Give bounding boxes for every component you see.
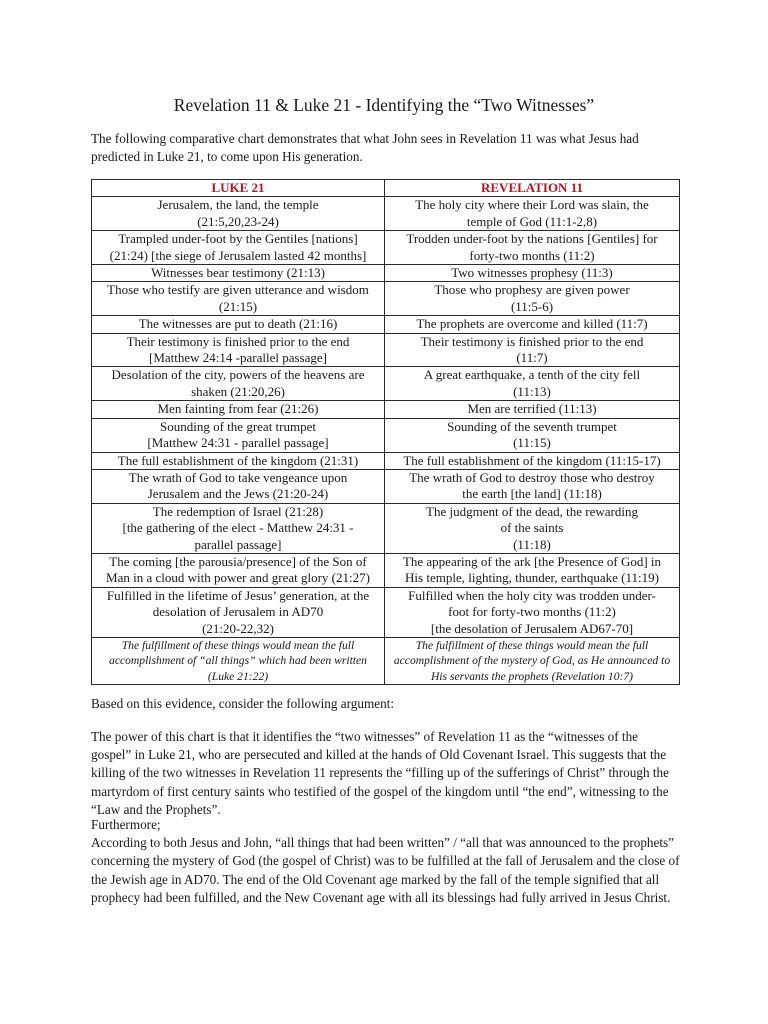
revelation-cell (385, 503, 680, 553)
conclusion-paragraph: According to both Jesus and John, “all things that had been written” / “all that was announced to the prophets” concerning the mystery of God (the gospel of Christ) was to be fulfilled at the fall of Jerusalem and the close of the Jewish age in AD70. The end of the Old Covenant age marked by the fall of the temple signified that all prophecy had been fulfilled, and the New Covenant age with all its blessings had fully arrived in Jesus Christ. (91, 835, 680, 905)
cell-text-line: Desolation of the city, powers of the heavens are (111, 367, 365, 383)
cell-text-line: Men are terrified (11:13) (467, 401, 597, 417)
table-row (92, 418, 680, 452)
table-row (92, 469, 680, 503)
cell-text-line: The judgment of the dead, the rewarding (426, 503, 638, 519)
table-body (92, 197, 680, 685)
cell-text-line: (21:5,20,23-24) (197, 213, 279, 229)
luke-cell (92, 231, 385, 265)
cell-text-line: (11:18) (513, 536, 551, 552)
cell-text-line: Sounding of the great trumpet (160, 418, 316, 434)
cell-text-line: The fulfillment of these things would mean the full (415, 638, 649, 652)
revelation-cell (385, 333, 680, 367)
cell-text-line: [the gathering of the elect - Matthew 24:31 - (122, 520, 354, 536)
cell-text-line: (21:15) (218, 298, 258, 314)
revelation-cell (385, 452, 680, 469)
table-row (92, 637, 680, 685)
cell-text-line: The witnesses are put to death (21:16) (138, 316, 338, 332)
cell-text-line: A great earthquake, a tenth of the city fell (423, 367, 641, 383)
cell-text-line: Men fainting from fear (21:26) (157, 401, 319, 417)
revelation-cell (385, 637, 680, 685)
cell-text-line: Sounding of the seventh trumpet (447, 418, 617, 434)
luke-cell (92, 282, 385, 316)
luke-cell (92, 469, 385, 503)
cell-text-line: Man in a cloud with power and great glory (21:27) (106, 570, 370, 586)
cell-text-line: The full establishment of the kingdom (21:31) (117, 452, 359, 468)
revelation-cell (385, 316, 680, 333)
table-row (92, 367, 680, 401)
cell-text-line: The wrath of God to take vengeance upon (128, 469, 348, 485)
table-row (92, 553, 680, 587)
cell-text-line: The coming [the parousia/presence] of the Son of (109, 553, 367, 569)
cell-text-line: The fulfillment of these things would mean the full (121, 638, 355, 652)
cell-text-line: (11:13) (513, 383, 551, 399)
luke-cell (92, 637, 385, 685)
cell-text-line: His temple, lighting, thunder, earthquake (11:19) (405, 570, 659, 586)
cell-text-line: His servants the prophets (Revelation 10:7) (430, 669, 634, 683)
cell-text-line: Jerusalem, the land, the temple (157, 197, 319, 213)
page-title: Revelation 11 & Luke 21 - Identifying the “Two Witnesses” (173, 95, 595, 115)
table-row (92, 197, 680, 231)
cell-text-line: [Matthew 24:14 -parallel passage] (149, 350, 327, 366)
cell-text-line: Trampled under-foot by the Gentiles [nations] (118, 231, 358, 247)
cell-text-line: Two witnesses prophesy (11:3) (451, 265, 613, 281)
table-row (92, 587, 680, 637)
cell-text-line: The holy city where their Lord was slain, the (415, 197, 649, 213)
cell-text-line: The prophets are overcome and killed (11:7) (416, 316, 648, 332)
revelation-cell (385, 553, 680, 587)
cell-text-line: The wrath of God to destroy those who destroy (409, 469, 655, 485)
cell-text-line: Fulfilled in the lifetime of Jesus’ generation, at the (106, 587, 370, 603)
cell-text-line: parallel passage] (194, 536, 282, 552)
cell-text-line: foot for forty-two months (11:2) (448, 604, 616, 620)
header-revelation-11: REVELATION 11 (385, 180, 680, 197)
cell-text-line: desolation of Jerusalem in AD70 (152, 604, 324, 620)
table-row (92, 333, 680, 367)
cell-text-line: (21:20-22,32) (202, 620, 274, 636)
cell-text-line: accomplishment of “all things” which had been written (109, 654, 367, 668)
table-row (92, 231, 680, 265)
revelation-cell (385, 469, 680, 503)
comparison-table (91, 179, 680, 685)
luke-cell (92, 367, 385, 401)
cell-text-line: (11:5-6) (510, 298, 554, 314)
table-row (92, 503, 680, 553)
revelation-cell (385, 367, 680, 401)
luke-cell (92, 333, 385, 367)
cell-text-line: the earth [the land] (11:18) (462, 486, 602, 502)
table-row (92, 401, 680, 418)
table-header-row (92, 180, 680, 197)
revelation-cell (385, 587, 680, 637)
revelation-cell (385, 282, 680, 316)
cell-text-line: Their testimony is finished prior to the end (420, 333, 644, 349)
table-row (92, 452, 680, 469)
cell-text-line: The redemption of Israel (21:28) (152, 503, 324, 519)
cell-text-line: The full establishment of the kingdom (11:15-17) (403, 452, 661, 468)
luke-cell (92, 553, 385, 587)
luke-cell (92, 503, 385, 553)
cell-text-line: temple of God (11:1-2,8) (466, 213, 598, 229)
cell-text-line: of the saints (500, 520, 564, 536)
luke-cell (92, 401, 385, 418)
cell-text-line: (21:24) [the siege of Jerusalem lasted 42 months] (109, 247, 367, 263)
cell-text-line: Those who testify are given utterance and wisdom (107, 282, 369, 298)
revelation-cell (385, 197, 680, 231)
luke-cell (92, 265, 385, 282)
cell-text-line: (11:15) (513, 435, 551, 451)
cell-text-line: [Matthew 24:31 - parallel passage] (147, 435, 329, 451)
cell-text-line: (11:7) (516, 350, 548, 366)
cell-text-line: (Luke 21:22) (207, 669, 269, 683)
cell-text-line: Their testimony is finished prior to the end (126, 333, 350, 349)
cell-text-line: Jerusalem and the Jews (21:20-24) (147, 486, 329, 502)
cell-text-line: Trodden under-foot by the nations [Gentiles] for (406, 231, 658, 247)
furthermore-label: Furthermore; (91, 817, 161, 832)
luke-cell (92, 587, 385, 637)
luke-cell (92, 418, 385, 452)
cell-text-line: [the desolation of Jerusalem AD67-70] (430, 620, 634, 636)
revelation-cell (385, 418, 680, 452)
revelation-cell (385, 265, 680, 282)
revelation-cell (385, 231, 680, 265)
cell-text-line: Those who prophesy are given power (434, 282, 630, 298)
header-luke-21: LUKE 21 (92, 180, 385, 197)
table-row (92, 282, 680, 316)
cell-text-line: The appearing of the ark [the Presence of God] in (402, 553, 662, 569)
argument-paragraph: The power of this chart is that it identifies the “two witnesses” of Revelation 11 as the “witnesses of the gospel” in Luke 21, who are persecuted and killed at the hands of Old Covenant Israel. This suggests that the killing of the two witnesses in Revelation 11 represents the “filling up of the sufferings of Christ” through the martyrdom of first century saints who testified of the gospel of the kingdom until “the end”, witnessing to the “Law and the Prophets”. (91, 729, 669, 817)
argument-intro-paragraph: Based on this evidence, consider the following argument: (91, 696, 394, 711)
cell-text-line: shaken (21:20,26) (191, 383, 285, 399)
luke-cell (92, 316, 385, 333)
cell-text-line: Witnesses bear testimony (21:13) (151, 265, 325, 281)
revelation-cell (385, 401, 680, 418)
table-row (92, 316, 680, 333)
cell-text-line: forty-two months (11:2) (469, 247, 595, 263)
intro-paragraph: The following comparative chart demonstrates that what John sees in Revelation 11 was what Jesus had predicted in Luke 21, to come upon His generation. (91, 131, 639, 164)
cell-text-line: Fulfilled when the holy city was trodden under- (408, 587, 656, 603)
table-row (92, 265, 680, 282)
cell-text-line: accomplishment of the mystery of God, as He announced to (393, 654, 671, 668)
conclusion-section (91, 816, 681, 907)
luke-cell (92, 197, 385, 231)
luke-cell (92, 452, 385, 469)
